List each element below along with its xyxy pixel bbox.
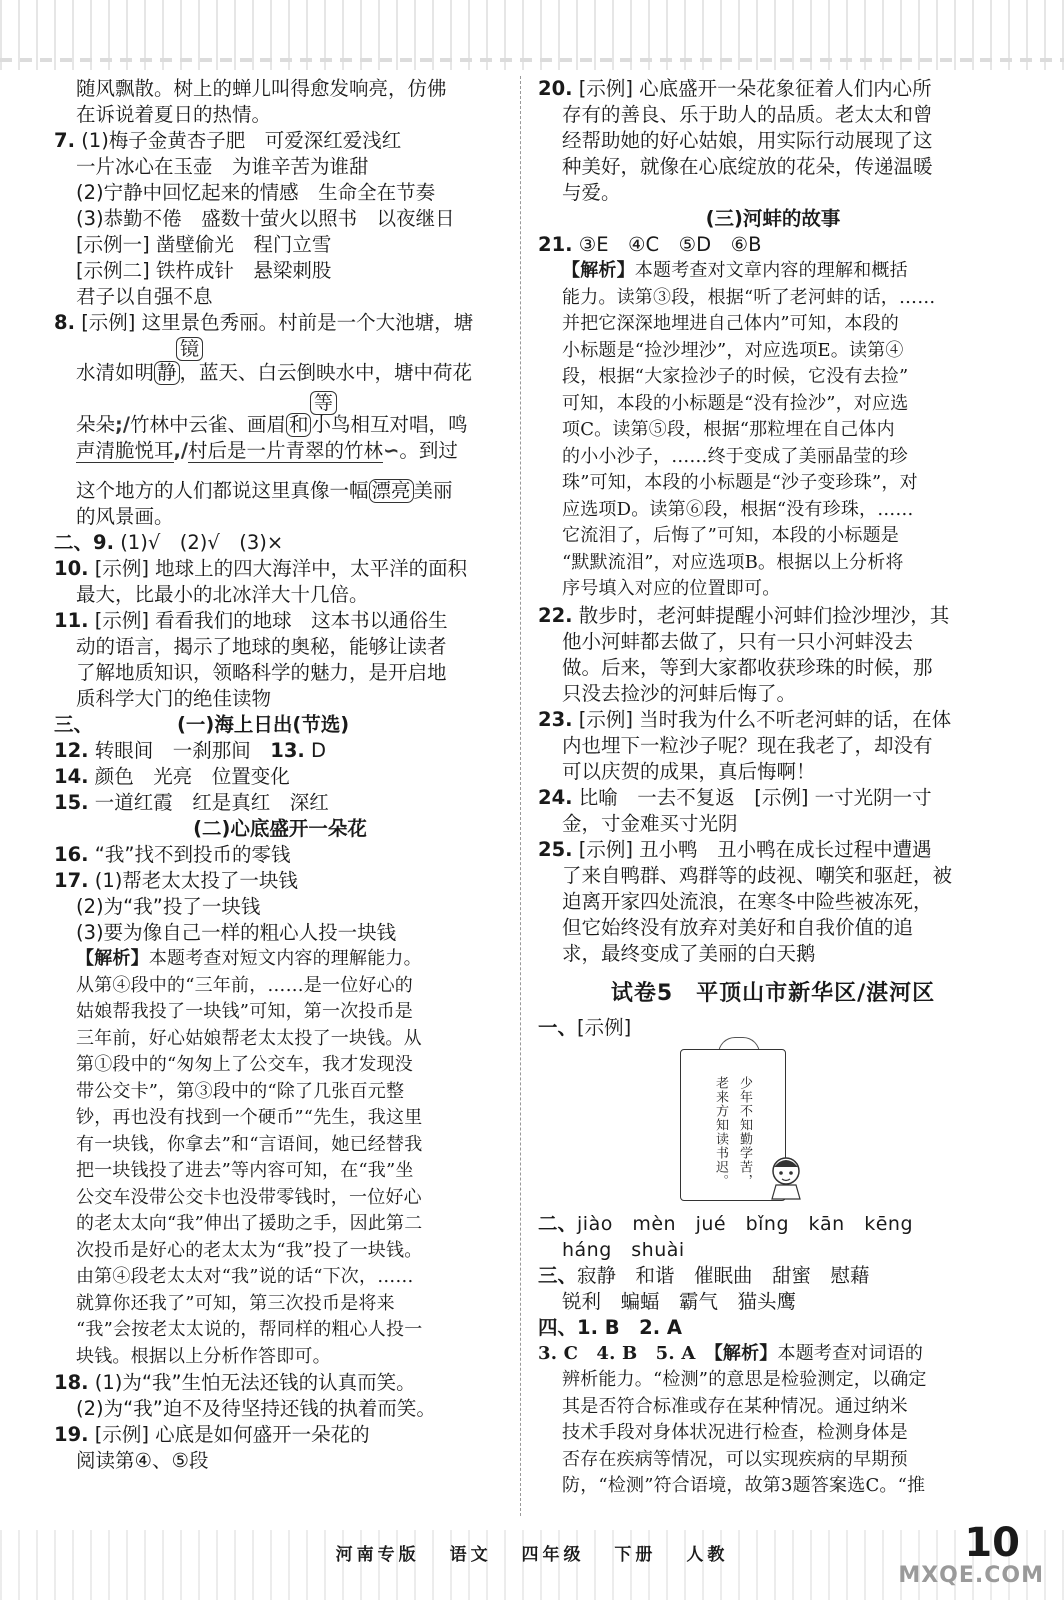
- answer-14: 14. 颜色 光亮 位置变化: [54, 765, 290, 788]
- answer-18: 18. (1)为“我”生怕无法还钱的认真而笑。 (2)为“我”迫不及待坚持还钱的执着而笑。: [54, 1371, 436, 1420]
- insert-mark-deng: 等: [310, 390, 337, 416]
- answer-8-edited-passage: 8. [示例] 这里景色秀丽。村前是一个大池塘，塘 镜 水清如明 静 ，蓝天、白云倒映水中，塘中荷花 等 朵朵;/竹林中云雀、画眉 和 小鸟相互对唱，鸣 声清脆悦耳,/村后是一片青翠的竹林∽。到过 这个地方的人们都说这里真像一幅 漂亮 美丽 的风景画。: [54, 311, 474, 528]
- answer-19: 19. [示例] 心底是如何盛开一朵花的 阅读第④、⑤段: [54, 1423, 370, 1472]
- left-column: [54, 76, 506, 1474]
- answer-25: 25. [示例] 丑小鸭 丑小鸭在成长过程中遭遇 了来自鸭群、鸡群等的歧视、嘲笑和驱赶，被 迫离开家四处流浪，在寒冬中险些被冻死， 但它始终没有放弃对美好和自我价值的追 求，最终变成了美丽的白天鹅: [538, 837, 953, 965]
- answer-10: 10. [示例] 地球上的四大海洋中，太平洋的面积 最大，比最小的北冰洋大十几倍。: [54, 557, 468, 606]
- column-divider: [520, 76, 521, 1516]
- answer-21: 21. ③E ④C ⑤D ⑥B 【解析】本题考查对文章内容的理解和概括 能力。读第③段，根据“听了老河蚌的话，…… 并把它深深地埋进自己体内”可知，本段的 小标题是“捡沙埋沙”，对应选项E。读第④ 段，根据“大家捡沙子的时候，它没有去捡” 可知，本段的小标题是“没有捡沙”，对应选 项C。读第⑤段，根据“那粒埋在自己体内 的小小沙子，……终于变成了美丽晶莹的珍 珠”可知，本段的小标题是“沙子变珍珠”，对 应选项D。读第⑥段，根据“没有珍珠，…… 它流泪了，后悔了”可知，本段的小标题是 “默默流泪”，对应选项B。根据以上分析将 序号填入对应的位置即可。: [538, 232, 1008, 603]
- part-3-heading: 三、 (一)海上日出(节选): [54, 713, 350, 736]
- right-column: [538, 76, 1008, 1500]
- bookmark-card: 少年不知勤学苦， 老来方知读书迟。: [680, 1049, 786, 1201]
- page-footer: 河南专版 语文 四年级 下册 人教: [335, 1545, 729, 1565]
- insert-mark-jing: 镜: [176, 336, 203, 362]
- analysis-block: 【解析】本题考查对短文内容的理解能力。 从第④段中的“三年前，……是一位好心的 姑娘帮我投了一块钱”可知，第一次投币是 三年前，好心姑娘帮老太太投了一块钱。从 第①段中的“匆匆上了公交车，我才发现没 带公交卡”，第③段中的“除了几张百元整 钞，再也没有找到一个硬币”“先生，我这里 有一块钱，你拿去”和“言语间，她已经替我 把一块钱投了进去”等内容可知，在“我”坐 公交车没带公交卡也没带零钱时，一位好心 的老太太向“我”伸出了援助之手，因此第二 次投币是好心的老太太为“我”投了一块钱。 由第④段老太太对“我”说的话“下次，…… 就算你还我了”可知，第三次投币是将来 “我”会按老太太说的，帮同样的粗心人投一 块钱。根据以上分析作答即可。: [76, 948, 423, 1367]
- circled-word: 静: [154, 361, 180, 385]
- answer-17: 17. (1)帮老太太投了一块钱 (2)为“我”投了一块钱 (3)要为像自己一样的粗心人投一块钱 【解析】本题考查对短文内容的理解能力。 从第④段中的“三年前，……是一位好心的 姑娘帮我投了一块钱”可知，第一次投币是 三年前，好心姑娘帮老太太投了一块钱。从 第①段中的“匆匆上了公交车，我才发现没 带公交卡”，第③段中的“除了几张百元整 钞，再也没有找到一个硬币”“先生，我这里 有一块钱，你拿去”和“言语间，她已经替我 把一块钱投了进去”等内容可知，在“我”坐 公交车没带公交卡也没带零钱时，一位好心 的老太太向“我”伸出了援助之手，因此第二 次投币是好心的老太太为“我”投了一块钱。 由第④段老太太对“我”说的话“下次，…… 就算你还我了”可知，第三次投币是将来 “我”会按老太太说的，帮同样的粗心人投一 块钱。根据以上分析作答即可。: [54, 868, 506, 1370]
- analysis-block: 3. C 4. B 5. A 【解析】本题考查对词语的 辨析能力。“检测”的意思是检验测定，以确定 其是否符合标准或存在某种情况。通过纳米 技术手段对身体状况进行检查，检测身体是 否存在疾病等情况，可以实现疾病的早期预 防，“检测”符合语境，故第3题答案选C。“推: [538, 1342, 927, 1496]
- answer-22: 22. 散步时，老河蚌提醒小河蚌们捡沙埋沙，其 他小河蚌都去做了，只有一只小河蚌没去 做。后来，等到大家都收获珍珠的时候，那 只没去捡沙的河蚌后悔了。: [538, 603, 950, 705]
- page-border-top: [0, 0, 1064, 70]
- answer-24: 24. 比喻 一去不复返 [示例] 一寸光阴一寸 金，寸金难买寸光阴: [538, 785, 932, 835]
- part-2-answer-9: 二、9. (1)√ (2)√ (3)×: [54, 531, 284, 554]
- answer-number: 8.: [54, 311, 75, 334]
- answer-7: 7. (1)梅子金黄杏子肥 可爱深红爱浅红 一片冰心在玉壶 为谁辛苦为谁甜 (2)宁静中回忆起来的情感 生命全在节奏 (3)恭勤不倦 盛数十萤火以照书 以夜继日 [示例一] 凿壁偷光 程门立雪 [示例二] 铁杵成针 悬梁刺股 君子以自强不息: [54, 129, 455, 308]
- intro-text: 随风飘散。树上的蝉儿叫得愈发响亮，仿佛 在诉说着夏日的热情。: [76, 77, 447, 126]
- part-2-pinyin: 二、jiào mèn jué bǐng kān kēng háng shuài: [538, 1211, 914, 1261]
- section-title: (二)心底盛开一朵花: [193, 817, 367, 840]
- answer-11: 11. [示例] 看看我们的地球 这本书以通俗生 动的语言，揭示了地球的奥秘，能够让读者 了解地质知识，领略科学的魅力，是开启地 质科学大门的绝佳读物: [54, 609, 448, 710]
- section-title: (三)河蚌的故事: [705, 207, 841, 230]
- watermark: MXQE.COM: [898, 1563, 1044, 1588]
- girl-cartoon-icon: [766, 1153, 806, 1201]
- page-number: 10: [964, 1520, 1020, 1566]
- answer-15: 15. 一道红霞 红是真红 深红: [54, 791, 329, 814]
- test-paper-title: 试卷5 平顶山市新华区/湛河区: [610, 980, 936, 1006]
- bookmark-card-illustration: [538, 1041, 1008, 1211]
- answer-16: 16. “我”找不到投币的零钱: [54, 843, 291, 866]
- answer-23: 23. [示例] 当时我为什么不听老河蚌的话，在体 内也埋下一粒沙子呢？现在我老了，却没有 可以庆贺的成果，真后悔啊！: [538, 707, 952, 783]
- part-4-answers: 四、1. B 2. A: [538, 1315, 682, 1339]
- answer-number: 7.: [54, 129, 75, 152]
- circled-word: 和: [286, 413, 312, 437]
- answer-12-13: 12. 转眼间 一刹那间 13. D: [54, 739, 327, 762]
- part-3-words: 三、寂静 和谐 催眠曲 甜蜜 慰藉 锐利 蝙蝠 霸气 猫头鹰: [538, 1263, 870, 1313]
- circled-word: 漂亮: [369, 479, 414, 503]
- answer-20: 20. [示例] 心底盛开一朵花象征着人们内心所 存有的善良、乐于助人的品质。老太太和曾 经帮助她的好心姑娘，用实际行动展现了这 种美好，就像在心底绽放的花朵，传递温暖 与爱。: [538, 77, 933, 204]
- analysis-block: 【解析】本题考查对文章内容的理解和概括 能力。读第③段，根据“听了老河蚌的话，…… 并把它深深地埋进自己体内”可知，本段的 小标题是“捡沙埋沙”，对应选项E。读第④ 段，根据“大家捡沙子的时候，它没有去捡” 可知，本段的小标题是“没有捡沙”，对应选 项C。读第⑤段，根据“那粒埋在自己体内 的小小沙子，……终于变成了美丽晶莹的珍 珠”可知，本段的小标题是“沙子变珍珠”，对 应选项D。读第⑥段，根据“没有珍珠，…… 它流泪了，后悔了”可知，本段的小标题是 “默默流泪”，对应选项B。根据以上分析将 序号填入对应的位置即可。: [562, 260, 936, 599]
- part-1-example: 一、[示例] 少年不知勤学苦， 老来方知读书迟。: [538, 1015, 1008, 1211]
- answer-3-4-5: [538, 1341, 1008, 1500]
- section-title: (一)海上日出(节选): [177, 713, 350, 736]
